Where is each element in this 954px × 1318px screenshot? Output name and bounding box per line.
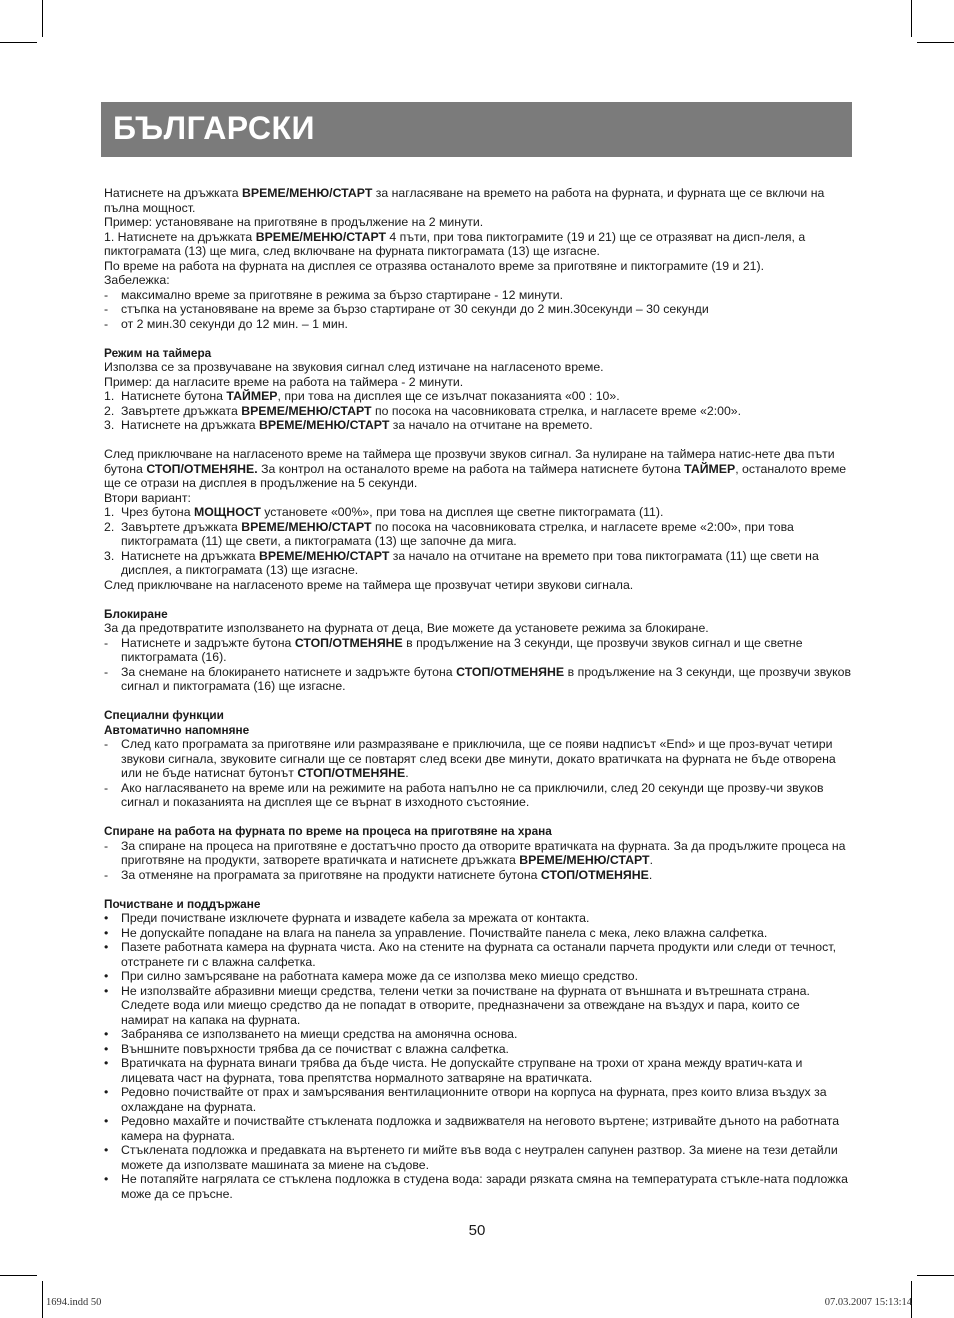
- page-title: БЪЛГАРСКИ: [113, 110, 315, 146]
- list-item: • Преди почистване изключете фурната и извадете кабела за мрежата от контакта.: [104, 911, 590, 925]
- paragraph: 1. Натиснете на дръжката ВРЕМЕ/МЕНЮ/СТАРТ 4 пъти, при това пиктограмите (19 и 21) ще се отразяват на дисп-леля, а пиктограмата (13) ще мига, след включване на фурната пиктограмата (13) ще изгасне.: [104, 229, 806, 258]
- print-timestamp: 07.03.2007 15:13:14: [824, 1297, 912, 1308]
- list-item: - След като програмата за приготвяне или размразяване е приключила, ще се появи надписът «End» и ще проз-вучат четири звукови сигнала, звуковите сигнали ще се повтарят след всеки две минути, докато вратичката на фурната не бъде отворена или не бъде натиснат бутонът СТОП/ОТМЕНЯНЕ.: [104, 737, 836, 780]
- paragraph: По време на работа на фурната на дисплея се отразява останалото време за приготвяне и пиктограмите (19 и 21).: [104, 258, 765, 273]
- list-item: 3. Натиснете на дръжката ВРЕМЕ/МЕНЮ/СТАРТ за начало на отчитане на времето при това пиктограмата (11) ще свети на дисплея, а пиктограмата (13) ще изгасне.: [104, 548, 819, 577]
- paragraph: Използва се за прозвучаване на звуковия сигнал след изтичане на нагласеното време.: [104, 360, 604, 374]
- file-info: 1694.indd 50: [46, 1297, 102, 1308]
- list-item: • Редовно махайте и почиствайте стъклената подложка и задвижвателя на неговото въртене; изтривайте дъното на работната камера на фурната.: [104, 1114, 840, 1143]
- list-item: • При силно замърсяване на работната камера може да се използва меко миещо средство.: [104, 969, 638, 983]
- list-item: - Натиснете и задръжте бутона СТОП/ОТМЕНЯНЕ в продължение на 3 секунди, ще прозвучи звуков сигнал и ще светне пиктограмата (16).: [104, 635, 803, 664]
- crop-mark: [917, 42, 954, 43]
- section-heading: Специални функции: [104, 708, 224, 722]
- section-heading: Режим на таймера: [104, 345, 212, 360]
- list-item: - максимално време за приготвяне в режима за бързо стартиране - 12 минути.: [104, 287, 564, 302]
- page-number: 50: [468, 1222, 486, 1239]
- list-item: • Външните повърхности трябва да се почистват с влажна салфетка.: [104, 1041, 509, 1056]
- paragraph: Забележка:: [104, 273, 170, 287]
- list-item: • Вратичката на фурната винаги трябва да бъде чиста. Не допускайте струпване на трохи от храна между вратич-ката и лицевата част на фурната, това препятства нормалното затваряне на вратичката.: [104, 1056, 803, 1085]
- paragraph: За да предотвратите използването на фурната от деца, Вие можете да установете режима за блокиране.: [104, 621, 709, 635]
- paragraph: Пример: установяване на приготвяне в продължение на 2 минути.: [104, 215, 484, 229]
- section-heading: Почистване и поддържане: [104, 896, 261, 911]
- section-heading: Блокиране: [104, 606, 168, 621]
- list-item: 3. Натиснете на дръжката ВРЕМЕ/МЕНЮ/СТАРТ за начало на отчитане на времето.: [104, 418, 593, 432]
- list-item: • Стъклената подложка и предавката на въртенето ги мийте във вода с неутрален сапунен разтвор. За миене на тези детайли можете да използвате машината за миене на съдове.: [104, 1143, 838, 1172]
- section-heading: Спиране на работа на фурната по време на процеса на приготвяне на храна: [104, 824, 552, 838]
- paragraph: Втори вариант:: [104, 490, 191, 505]
- list-item: 1. Натиснете бутона ТАЙМЕР, при това на дисплея ще се изълчат показанията «00 : 10».: [104, 389, 620, 403]
- crop-mark: [0, 1275, 37, 1276]
- paragraph: Пример: да нагласите време на работа на таймера - 2 минути.: [104, 374, 464, 389]
- list-item: - Ако нагласяването на време или на режимите на работа напълно не са приключили, след 20 секунди ще прозву-чи звуков сигнал и показанията на дисплея ще се върнат в изходното състояние.: [104, 780, 824, 809]
- list-item: - от 2 мин.30 секунди до 12 мин. – 1 мин.: [104, 316, 348, 331]
- page-content: [104, 186, 851, 1201]
- list-item: • Забранява се използването на миещи средства на амонячна основа.: [104, 1027, 518, 1041]
- list-item: - стъпка на установяване на време за бързо стартиране от 30 секунди до 2 мин.30секунди – 30 секунди: [104, 302, 709, 316]
- crop-mark: [917, 1275, 954, 1276]
- crop-mark: [42, 1281, 43, 1318]
- crop-mark: [0, 42, 37, 43]
- crop-mark: [42, 0, 43, 37]
- section-subheading: Автоматично напомняне: [104, 722, 250, 737]
- list-item: • Не допускайте попадане на влага на панела за управление. Почиствайте панела с мека, леко влажна салфетка.: [104, 925, 768, 940]
- paragraph: Натиснете на дръжката ВРЕМЕ/МЕНЮ/СТАРТ за нагласяване на времето на работа на фурната, и фурната ще се включи на пълна мощност.: [104, 186, 825, 215]
- list-item: • Не потапяйте нагрялата се стъклена подложка в студена вода: заради рязката смяна на температурата стъкле-ната подложка може да се пръсне.: [104, 1172, 848, 1201]
- list-item: - За снемане на блокирането натиснете и задръжте бутона СТОП/ОТМЕНЯНЕ в продължение на 3 секунди, ще прозвучи звуков сигнал и пиктограмата (16) ще изгасне.: [104, 664, 852, 693]
- list-item: • Пазете работната камера на фурната чиста. Ако на стените на фурната са останали парчета продукти или следи от течност, отстранете ги с влажна салфетка.: [104, 940, 836, 969]
- list-item: • Не използвайте абразивни миещи средства, телени четки за почистване на фурната от външната и вътрешната страна. Следете вода или миещо средство да не попадат в отворите, предназначени за отвеждане на въздух и пара, които се намират на капака на фурната.: [104, 983, 810, 1027]
- list-item: 2. Завъртете дръжката ВРЕМЕ/МЕНЮ/СТАРТ по посока на часовниковата стрелка, и нагласете време «2:00».: [104, 403, 742, 418]
- paragraph: След приключване на нагласеното време на таймера ще прозвучи звуков сигнал. За нулиране на таймера натис-нете два пъти бутона СТОП/ОТМЕНЯНЕ. За контрол на останалото време на работа на таймера натиснете бутона ТАЙМЕР, останалото време ще се отрази на дисплея в продължение на 5 секунди.: [104, 447, 847, 490]
- list-item: - За спиране на процеса на приготвяне е достатъчно просто да отворите вратичката на фурната. За да продължите процеса на приготвяне на продукти, затворете вратичката и натиснете дръжката ВРЕМЕ/МЕНЮ/СТАРТ.: [104, 838, 846, 867]
- list-item: 2. Завъртете дръжката ВРЕМЕ/МЕНЮ/СТАРТ по посока на часовниковата стрелка, и нагласете време «2:00», при това пиктограмата (11) ще свети, а пиктограмата (13) ще започне да мига.: [104, 519, 794, 548]
- list-item: - За отменяне на програмата за приготвяне на продукти натиснете бутона СТОП/ОТМЕНЯНЕ.: [104, 867, 653, 882]
- list-item: 1. Чрез бутона МОЩНОСТ установете «00%», при това на дисплея ще светне пиктограмата (11).: [104, 505, 664, 519]
- paragraph: След приключване на нагласеното време на таймера ще прозвучат четири звукови сигнала.: [104, 577, 634, 592]
- crop-mark: [911, 0, 912, 37]
- language-banner: [101, 102, 852, 157]
- list-item: • Редовно почиствайте от прах и замърсявания вентилационните отвори на корпуса на фурната, през които влиза въздух за охлаждане на фурната.: [104, 1085, 827, 1114]
